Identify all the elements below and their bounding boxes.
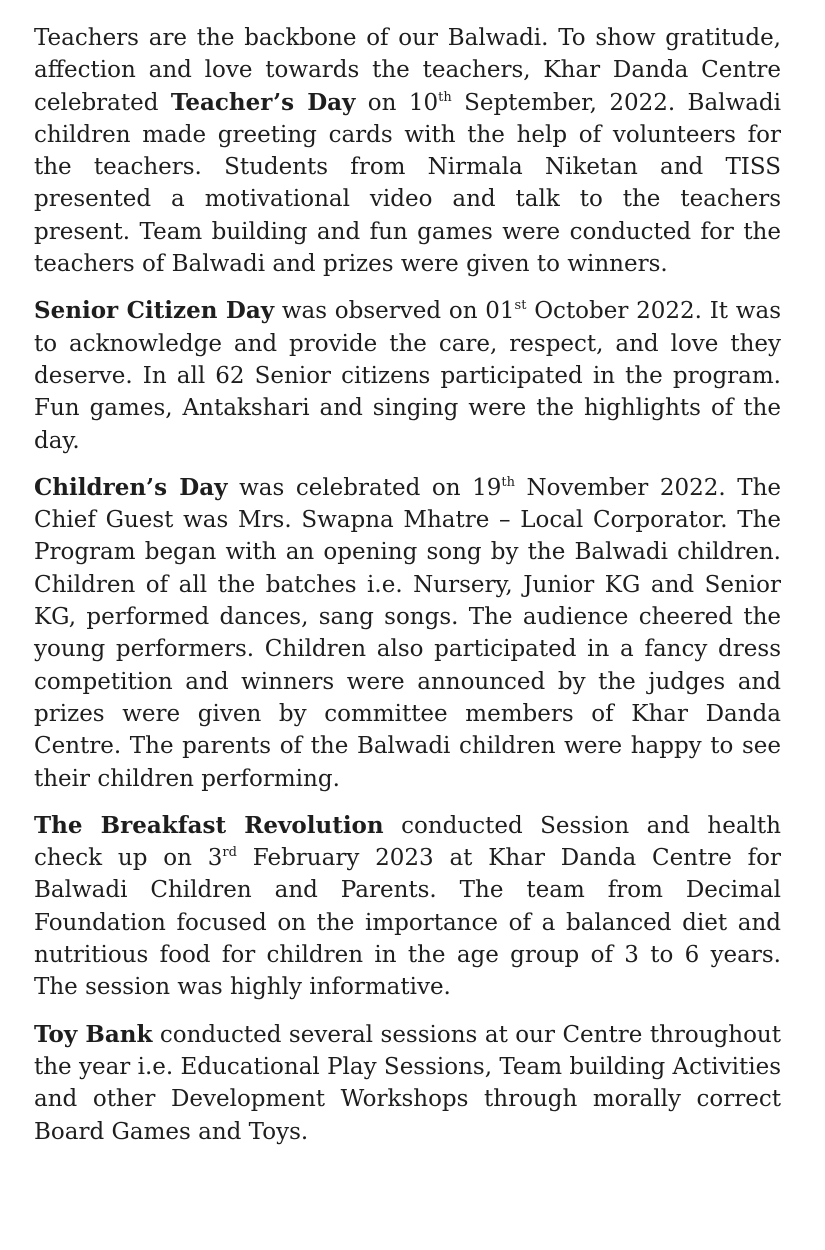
ordinal-suffix: st [514,298,527,314]
paragraph-text: February 2023 at Khar Danda Centre for Balwadi Children and Parents. The team from Decimal Foundation focused on the importance of a balanced diet and nutritious food for children in the age group of 3 to 6 years. The session was highly informative. [34,845,782,1001]
event-title: The Breakfast Revolution [34,811,384,839]
paragraph-childrens-day [34,472,781,795]
paragraph-text: was celebrated on 19 [227,474,502,501]
paragraph-text: October 2022. It was to acknowledge and provide the care, respect, and love they deserve. In all 62 Senior citizens participated in the program. Fun games, Antakshari and singing were the highlights of the day. [34,298,781,454]
paragraph-toy-bank [34,1019,781,1148]
event-title: Children’s Day [34,473,228,501]
paragraph-senior-citizen-day [34,295,781,456]
paragraph-text: November 2022. The Chief Guest was Mrs. Swapna Mhatre – Local Corporator. The Program began with an opening song by the Balwadi children. Children of all the batches i.e. Nursery, Junior KG and Senior KG, performed dances, sang songs. The audience cheered the young performers. Children also participated in a fancy dress competition and winners were announced by the judges and prizes were given by committee members of Khar Danda Centre. The parents of the Balwadi children were happy to see their children performing. [34,474,782,792]
paragraph-text: conducted several sessions at our Centre throughout the year i.e. Educational Play Sessions, Team building Activities and other Development Workshops through morally correct Board Games and Toys. [34,1021,781,1145]
ordinal-suffix: th [501,474,515,490]
ordinal-suffix: rd [222,845,237,861]
event-title: Teacher’s Day [170,88,356,116]
paragraph-teachers-day [34,22,781,280]
event-title: Toy Bank [34,1020,153,1048]
paragraph-text: on 10 [355,89,439,116]
paragraph-text: September, 2022. Balwadi children made greeting cards with the help of volunteers for the teachers. Students from Nirmala Niketan and TISS presented a motivational video and talk to the teachers present. Team building and fun games were conducted for the teachers of Balwadi and prizes were given to winners. [34,89,781,278]
paragraph-text: conducted Session and health check up on 3 [34,812,781,872]
ordinal-suffix: th [438,89,452,105]
event-title: Senior Citizen Day [34,297,275,325]
paragraph-breakfast-revolution [34,810,781,1004]
paragraph-text: was observed on 01 [274,298,515,325]
paragraph-text: Teachers are the backbone of our Balwadi. To show gratitude, affection and love towards the teachers, Khar Danda Centre celebrated [34,25,781,116]
